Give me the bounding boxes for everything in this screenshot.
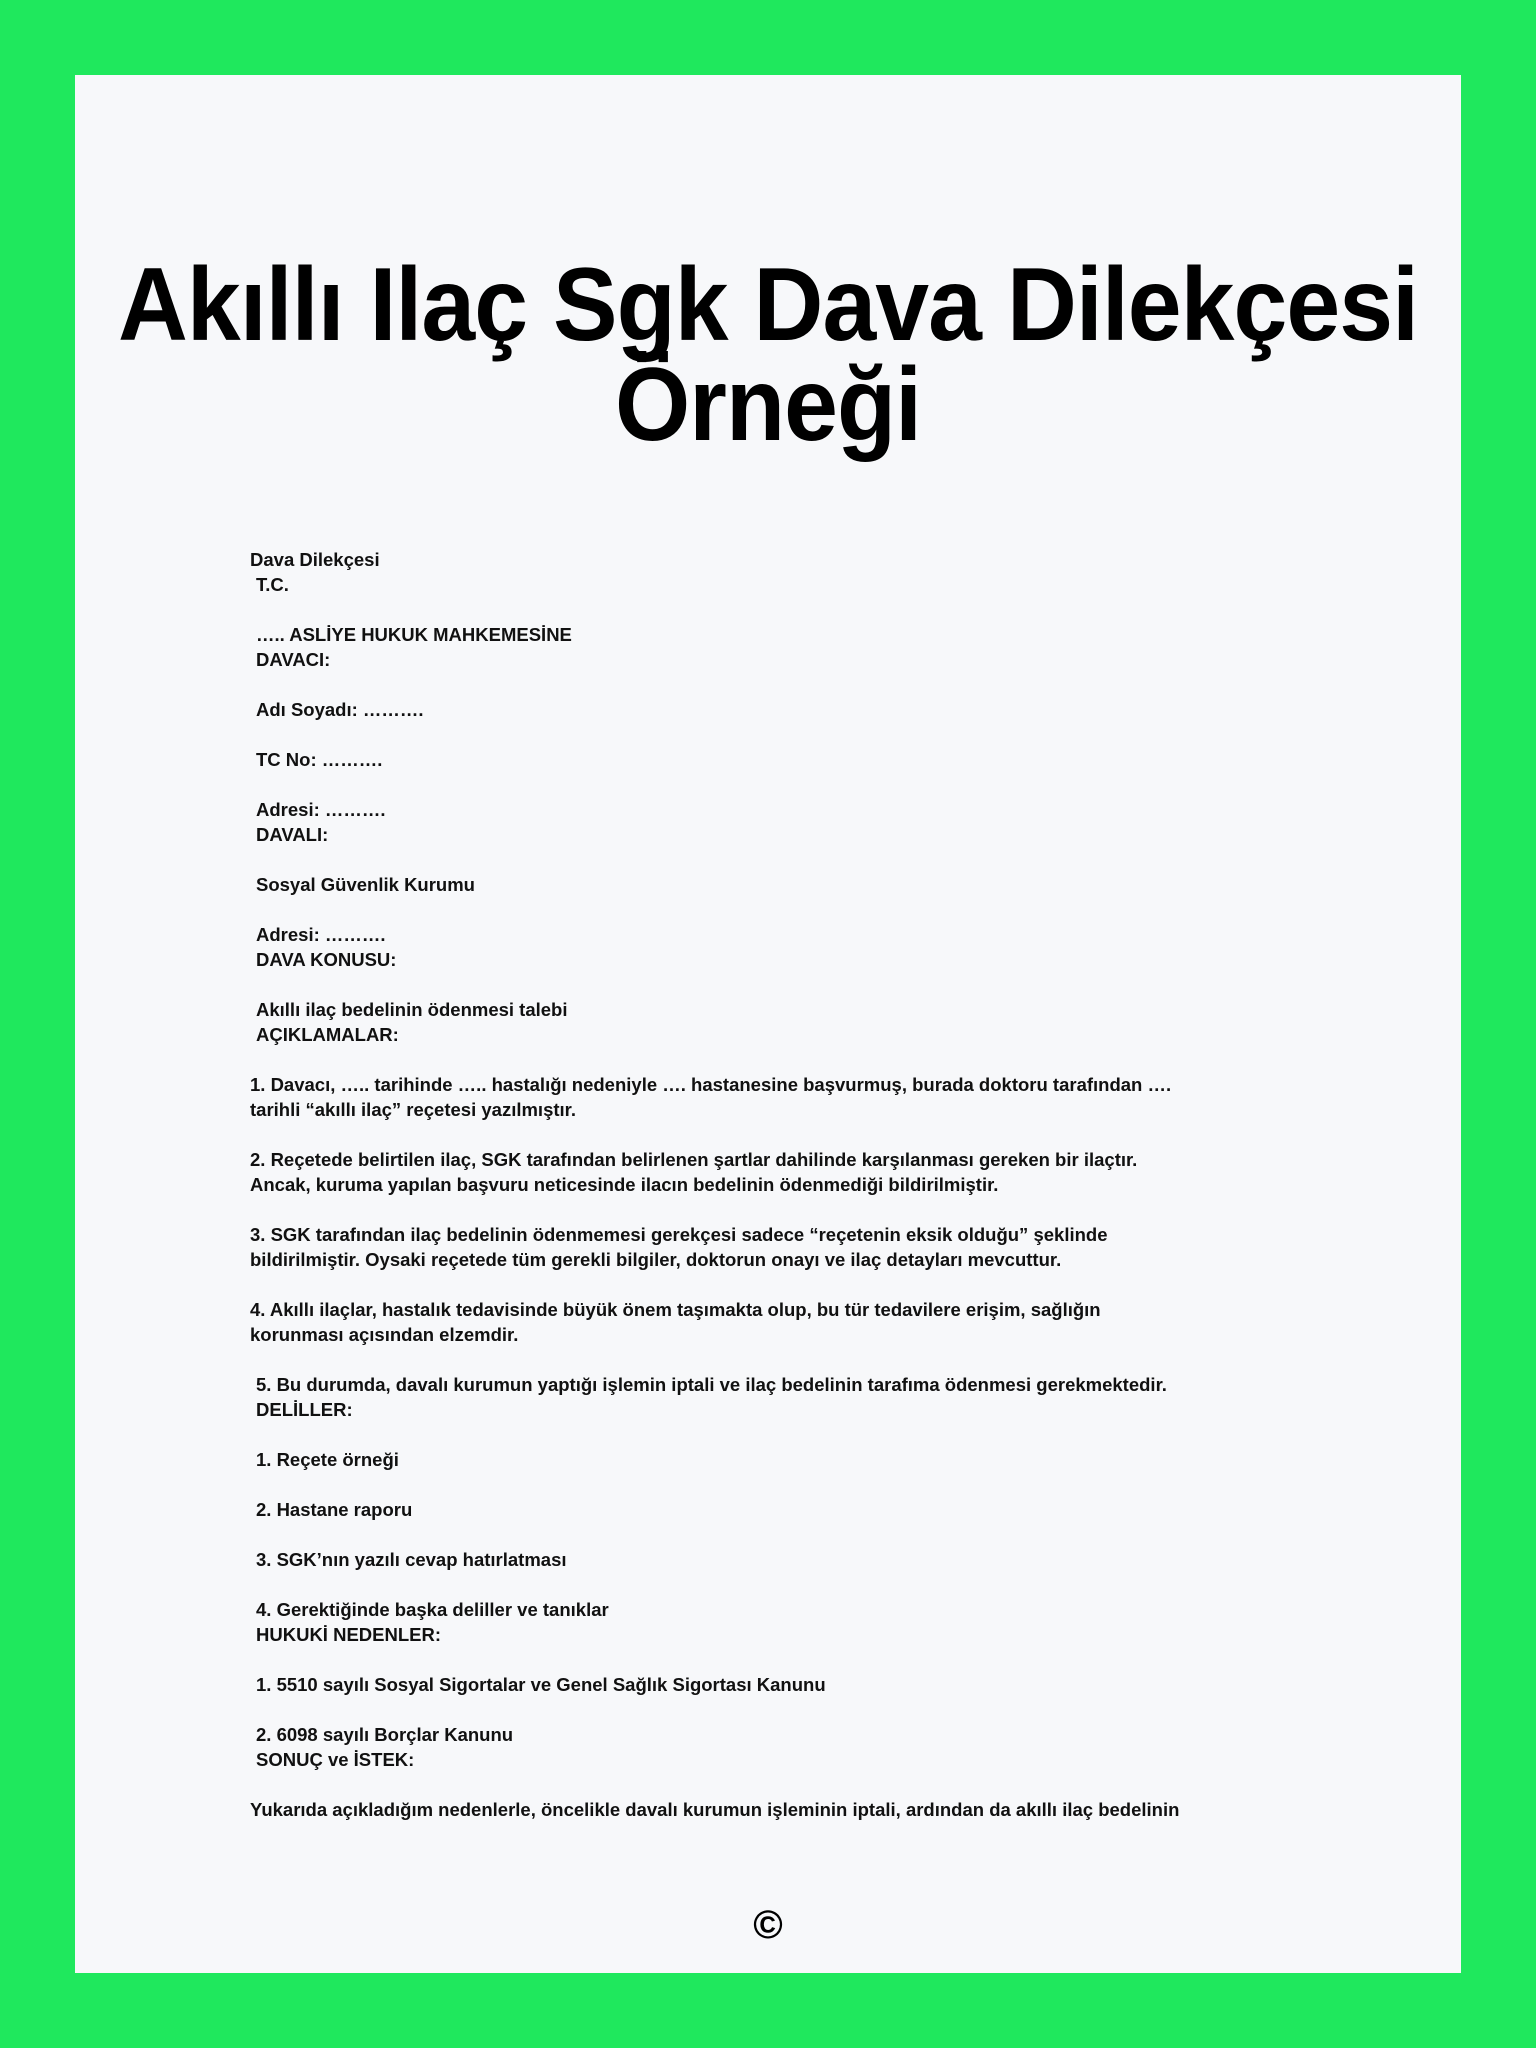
spacer — [250, 1047, 1310, 1072]
explanation-item-5: 5. Bu durumda, davalı kurumun yaptığı işlemin iptali ve ilaç bedelinin tarafıma ödenmesi gerekmektedir. — [256, 1374, 1167, 1395]
spacer — [250, 1422, 1310, 1447]
spacer — [250, 1472, 1310, 1497]
explanation-line: 4. Akıllı ilaçlar, hastalık tedavisinde büyük önem taşımakta olup, bu tür tedavilere erişim, sağlığın — [250, 1299, 1101, 1320]
defendant-address: Adresi: ………. — [256, 924, 386, 945]
plaintiff-label: DAVACI: — [256, 649, 331, 670]
page-title-line-2: Örneği — [614, 347, 922, 463]
evidence-label: DELİLLER: — [256, 1399, 353, 1420]
explanation-line: korunması açısından elzemdir. — [250, 1324, 519, 1345]
spacer — [250, 1522, 1310, 1547]
evidence-item: 2. Hastane raporu — [256, 1499, 413, 1520]
spacer — [250, 1772, 1310, 1797]
plaintiff-name: Adı Soyadı: ………. — [256, 699, 424, 720]
subject-text: Akıllı ilaç bedelinin ödenmesi talebi — [256, 999, 568, 1020]
tc-label: T.C. — [256, 574, 289, 595]
explanation-item-3 — [250, 1222, 1310, 1272]
explanation-line: 3. SGK tarafından ilaç bedelinin ödenmemesi gerekçesi sadece “reçetenin eksik olduğu” şeklinde — [250, 1224, 1108, 1245]
legal-ground-item: 1. 5510 sayılı Sosyal Sigortalar ve Genel Sağlık Sigortası Kanunu — [256, 1674, 826, 1695]
page-title — [96, 247, 1441, 463]
defendant-name: Sosyal Güvenlik Kurumu — [256, 874, 475, 895]
petition-heading: Dava Dilekçesi — [250, 549, 380, 570]
explanation-item-1 — [250, 1072, 1310, 1122]
subject-label: DAVA KONUSU: — [256, 949, 397, 970]
spacer — [250, 1347, 1310, 1372]
spacer — [250, 597, 1310, 622]
spacer — [250, 672, 1310, 697]
explanation-line: Ancak, kuruma yapılan başvuru neticesinde ilacın bedelinin ödenmediği bildirilmiştir. — [250, 1174, 999, 1195]
petition-body — [250, 547, 1310, 1822]
spacer — [250, 1572, 1310, 1597]
defendant-label: DAVALI: — [256, 824, 329, 845]
spacer — [250, 972, 1310, 997]
spacer — [250, 897, 1310, 922]
explanation-line: 2. Reçetede belirtilen ilaç, SGK tarafından belirlenen şartlar dahilinde karşılanması gereken bir ilaçtır. — [250, 1149, 1138, 1170]
explanation-item-2 — [250, 1147, 1310, 1197]
evidence-item: 3. SGK’nın yazılı cevap hatırlatması — [256, 1549, 567, 1570]
copyright-icon: © — [753, 1903, 783, 1947]
spacer — [250, 1697, 1310, 1722]
plaintiff-address: Adresi: ………. — [256, 799, 386, 820]
spacer — [250, 1272, 1310, 1297]
spacer — [250, 1647, 1310, 1672]
evidence-item: 1. Reçete örneği — [256, 1449, 399, 1470]
court-name: ….. ASLİYE HUKUK MAHKEMESİNE — [256, 624, 572, 645]
page-title-line-1: Akıllı Ilaç Sgk Dava Dilekçesi — [117, 247, 1419, 363]
explanation-item-4 — [250, 1297, 1310, 1347]
legal-grounds-label: HUKUKİ NEDENLER: — [256, 1624, 441, 1645]
conclusion-label: SONUÇ ve İSTEK: — [256, 1749, 415, 1770]
spacer — [250, 722, 1310, 747]
explanations-label: AÇIKLAMALAR: — [256, 1024, 399, 1045]
explanation-line: 1. Davacı, ….. tarihinde ….. hastalığı nedeniyle …. hastanesine başvurmuş, burada doktoru tarafından …. — [250, 1074, 1172, 1095]
spacer — [250, 847, 1310, 872]
document-page — [75, 75, 1461, 1973]
legal-ground-item: 2. 6098 sayılı Borçlar Kanunu — [256, 1724, 514, 1745]
conclusion-text: Yukarıda açıkladığım nedenlerle, öncelikle davalı kurumun işleminin iptali, ardından da akıllı ilaç bedelinin — [250, 1799, 1180, 1820]
plaintiff-tc-no: TC No: ………. — [256, 749, 383, 770]
spacer — [250, 1197, 1310, 1222]
spacer — [250, 772, 1310, 797]
evidence-item: 4. Gerektiğinde başka deliller ve tanıklar — [256, 1599, 609, 1620]
explanation-line: tarihli “akıllı ilaç” reçetesi yazılmıştır. — [250, 1099, 576, 1120]
explanation-line: bildirilmiştir. Oysaki reçetede tüm gerekli bilgiler, doktorun onayı ve ilaç detayları mevcuttur. — [250, 1249, 1062, 1270]
spacer — [250, 1122, 1310, 1147]
